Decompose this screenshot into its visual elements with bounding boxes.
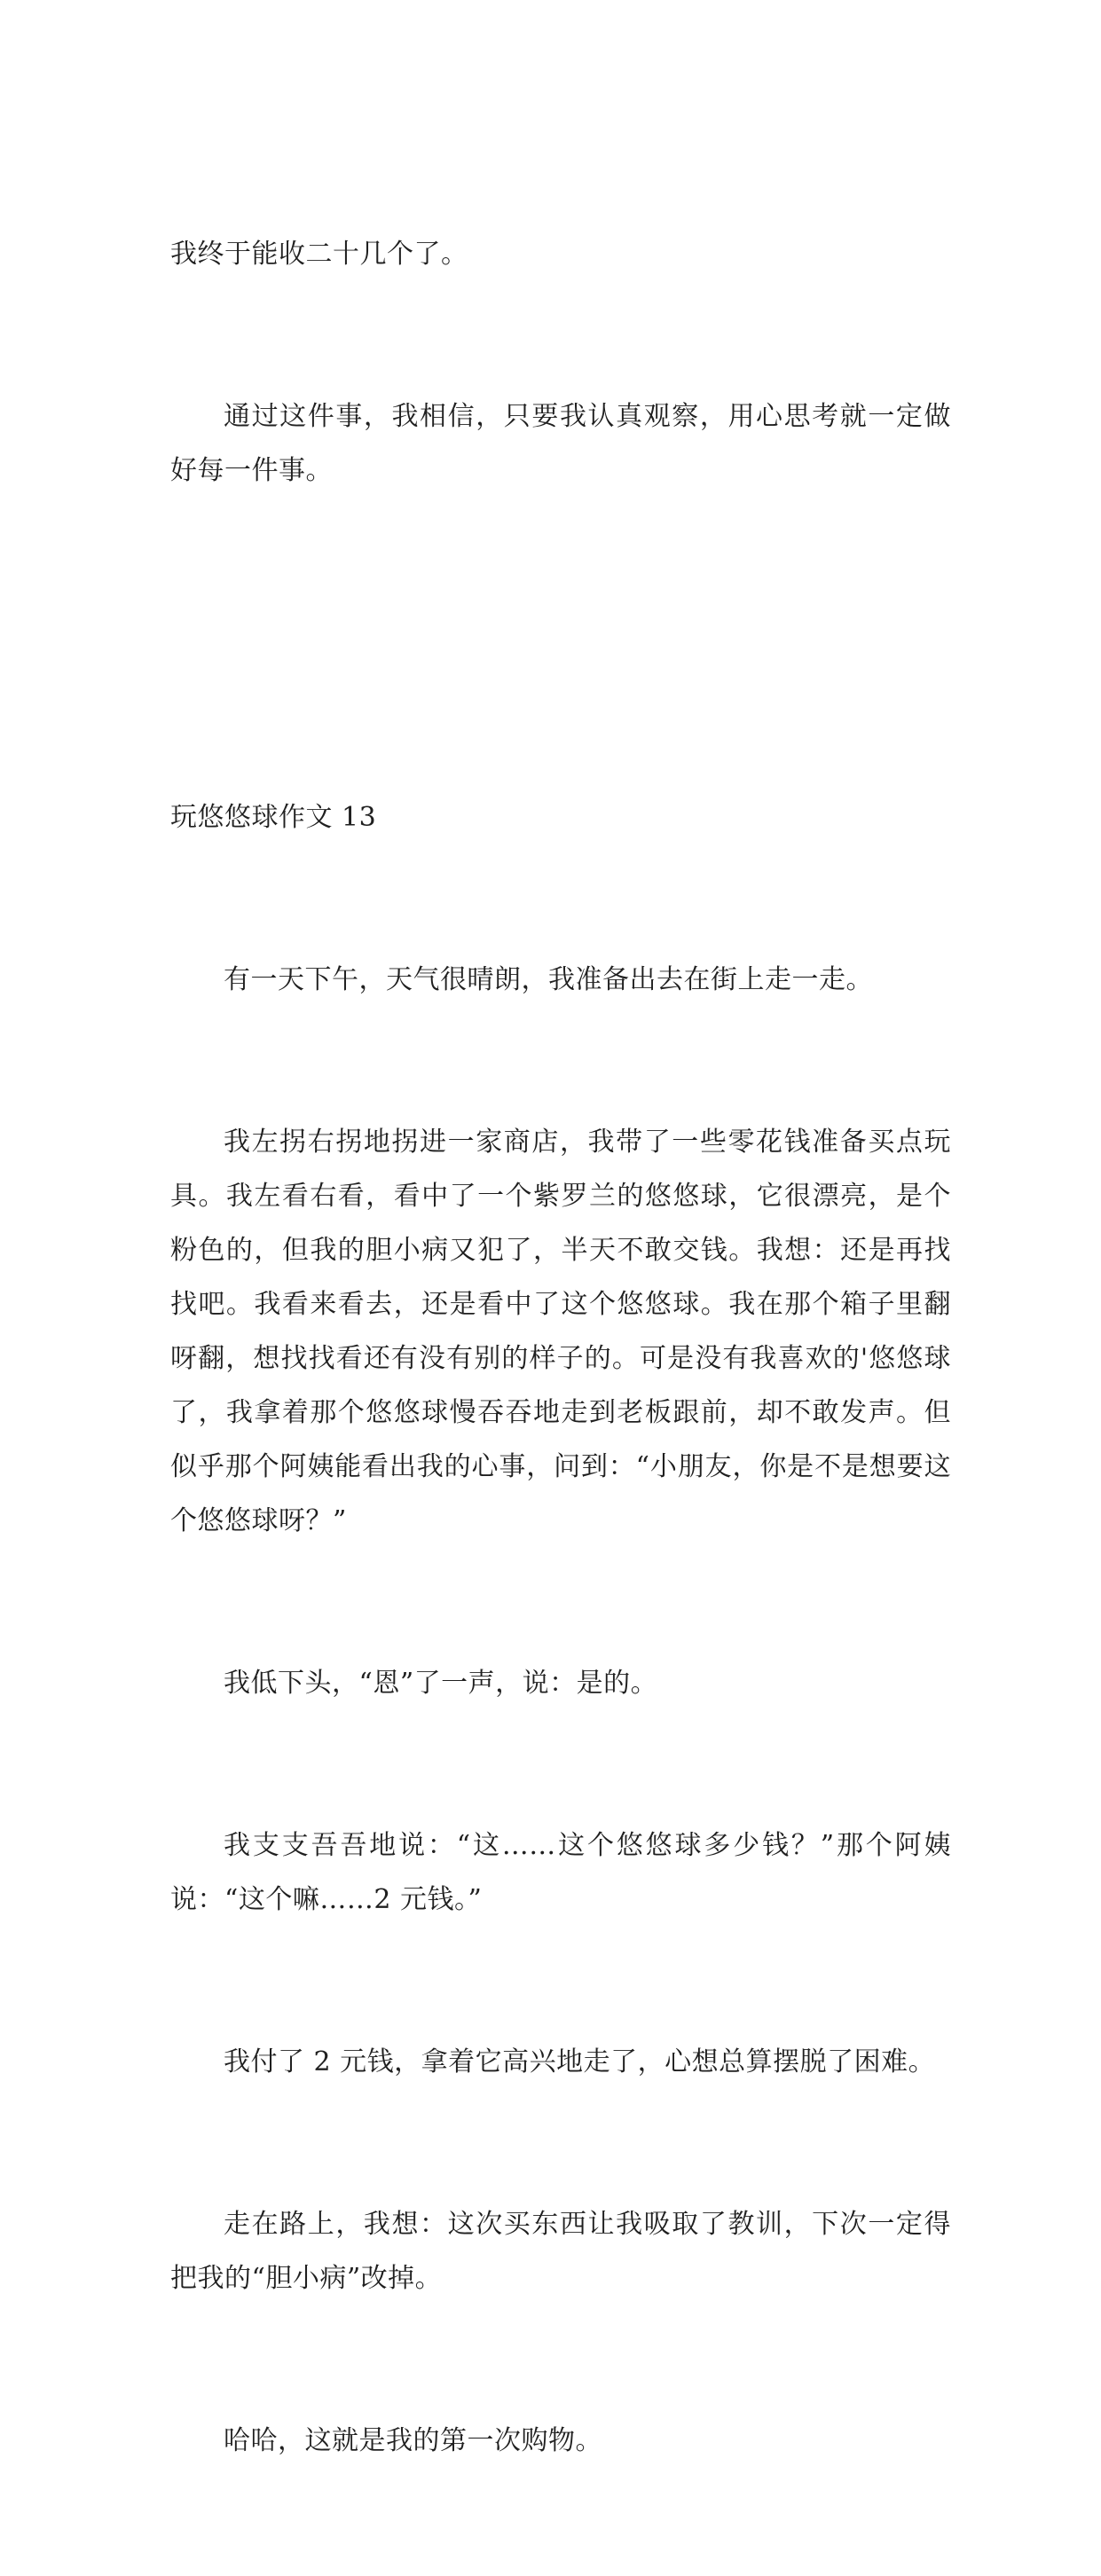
paragraph-2: 通过这件事，我相信，只要我认真观察，用心思考就一定做好每一件事。 [170, 401, 951, 486]
paragraph-4: 我左拐右拐地拐进一家商店，我带了一些零花钱准备买点玩具。我左看右看，看中了一个紫罗兰的悠悠球，它很漂亮，是个粉色的，但我的胆小病又犯了，半天不敢交钱。我想：还是再找找吧。我看来看去，还是看中了这个悠悠球。我在那个箱子里翻呀翻，想找找看还有没有别的样子的。可是没有我喜欢的'悠悠球了，我拿着那个悠悠球慢吞吞地走到老板跟前，却不敢发声。但似乎那个阿姨能看出我的心事，问到：“小朋友，你是不是想要这个悠悠球呀？” [170, 1127, 951, 1536]
document-body [170, 119, 951, 2576]
section-spacer [170, 606, 951, 682]
paragraph-5: 我低下头，“恩”了一声，说：是的。 [224, 1668, 658, 1699]
paragraph-1: 我终于能收二十几个了。 [170, 239, 468, 270]
paragraph-8: 走在路上，我想：这次买东西让我吸取了教训，下次一定得把我的“胆小病”改掉。 [170, 2209, 951, 2294]
essay-title: 玩悠悠球作文 13 [170, 802, 377, 833]
paragraph-6: 我支支吾吾地说：“这……这个悠悠球多少钱？”那个阿姨说：“这个嘛……2 元钱。” [170, 1830, 951, 1915]
paragraph-9: 哈哈，这就是我的第一次购物。 [224, 2425, 602, 2456]
paragraph-7: 我付了 2 元钱，拿着它高兴地走了，心想总算摆脱了困难。 [224, 2046, 936, 2077]
paragraph-3: 有一天下午，天气很晴朗，我准备出去在街上走一走。 [224, 964, 873, 995]
